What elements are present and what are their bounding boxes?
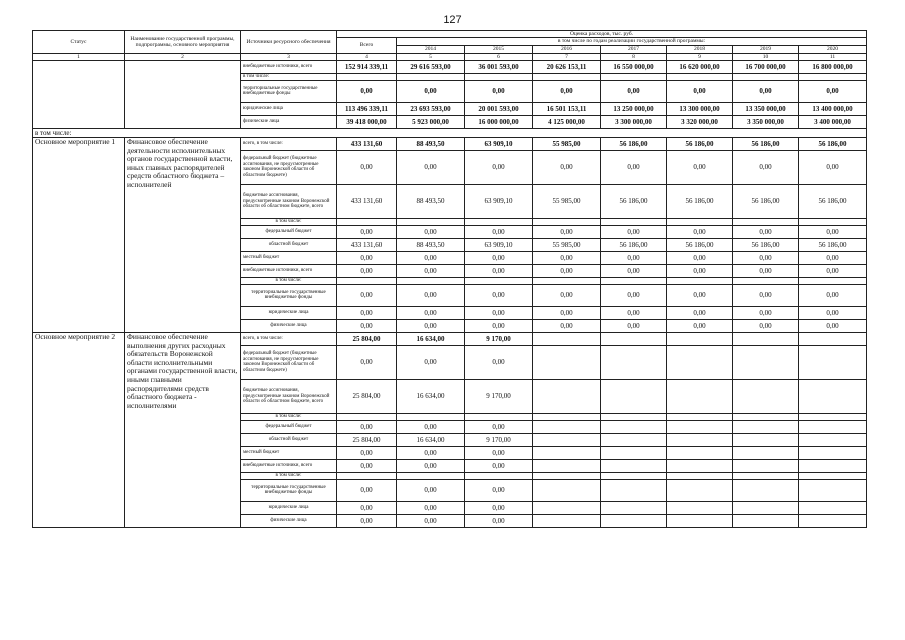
source-cell: в том числе: [241, 277, 337, 284]
year-value-cell [465, 472, 533, 479]
page-number: 127 [443, 14, 462, 26]
source-cell: всего, в том числе: [241, 332, 337, 345]
year-value-cell: 56 186,00 [601, 184, 667, 218]
year-value-cell [601, 479, 667, 501]
year-value-cell: 0,00 [533, 150, 601, 184]
year-value-cell: 0,00 [733, 264, 799, 277]
year-value-cell: 0,00 [667, 284, 733, 306]
year-value-cell [799, 413, 867, 420]
total-cell: 0,00 [337, 80, 397, 102]
year-value-cell [533, 514, 601, 527]
source-cell: в том числе: [241, 413, 337, 420]
header-year: 2016 [533, 45, 601, 53]
year-value-cell [601, 446, 667, 459]
header-status: Статус [33, 31, 125, 54]
table-row [33, 332, 867, 345]
source-cell: в том числе: [241, 472, 337, 479]
year-value-cell [465, 277, 533, 284]
year-value-cell [733, 446, 799, 459]
year-value-cell [799, 446, 867, 459]
year-value-cell: 13 250 000,00 [601, 102, 667, 115]
source-cell: физические лица [241, 319, 337, 332]
year-value-cell: 0,00 [397, 80, 465, 102]
year-value-cell [733, 479, 799, 501]
year-value-cell [397, 413, 465, 420]
year-value-cell: 16 501 153,11 [533, 102, 601, 115]
total-cell: 0,00 [337, 251, 397, 264]
year-value-cell: 0,00 [533, 284, 601, 306]
year-value-cell: 0,00 [465, 446, 533, 459]
year-value-cell: 0,00 [397, 251, 465, 264]
year-value-cell: 0,00 [465, 319, 533, 332]
header-total: Всего [337, 38, 397, 53]
year-value-cell: 0,00 [465, 345, 533, 379]
year-value-cell [533, 218, 601, 225]
year-value-cell [733, 332, 799, 345]
year-value-cell: 0,00 [465, 514, 533, 527]
table-row [33, 137, 867, 150]
year-value-cell: 0,00 [601, 225, 667, 238]
year-value-cell [733, 413, 799, 420]
year-value-cell: 0,00 [733, 251, 799, 264]
year-value-cell: 0,00 [397, 306, 465, 319]
year-value-cell [533, 277, 601, 284]
source-cell: физические лица [241, 514, 337, 527]
year-value-cell: 0,00 [799, 284, 867, 306]
year-value-cell [799, 501, 867, 514]
year-value-cell: 56 186,00 [601, 238, 667, 251]
source-cell: федеральный бюджет (бюджетные ассигнования, не предусмотренные законом Воронежской области об областном бюджете) [241, 150, 337, 184]
total-cell: 0,00 [337, 345, 397, 379]
year-value-cell: 0,00 [601, 284, 667, 306]
total-cell: 0,00 [337, 225, 397, 238]
year-value-cell: 0,00 [601, 264, 667, 277]
source-cell: в том числе: [241, 218, 337, 225]
year-value-cell [601, 514, 667, 527]
year-value-cell: 56 186,00 [667, 137, 733, 150]
source-cell: федеральный бюджет [241, 420, 337, 433]
year-value-cell [799, 420, 867, 433]
year-value-cell: 3 320 000,00 [667, 115, 733, 128]
year-value-cell: 55 985,00 [533, 238, 601, 251]
year-value-cell: 88 493,50 [397, 184, 465, 218]
year-value-cell [667, 379, 733, 413]
col-number: 8 [601, 53, 667, 60]
year-value-cell [667, 472, 733, 479]
source-cell: физические лица [241, 115, 337, 128]
year-value-cell [397, 218, 465, 225]
year-value-cell: 0,00 [667, 264, 733, 277]
year-value-cell: 16 800 000,00 [799, 60, 867, 73]
header-program-name: Наименование государственной программы, подпрограммы, основного мероприятия [125, 31, 241, 54]
source-cell: областной бюджет [241, 433, 337, 446]
total-cell: 0,00 [337, 446, 397, 459]
year-value-cell: 0,00 [733, 225, 799, 238]
year-value-cell: 4 125 000,00 [533, 115, 601, 128]
year-value-cell [667, 277, 733, 284]
year-value-cell: 0,00 [533, 251, 601, 264]
year-value-cell: 56 186,00 [799, 184, 867, 218]
year-value-cell: 0,00 [465, 150, 533, 184]
year-value-cell: 63 909,10 [465, 137, 533, 150]
year-value-cell: 0,00 [601, 251, 667, 264]
year-value-cell [733, 472, 799, 479]
year-value-cell: 0,00 [533, 225, 601, 238]
status-cell [33, 60, 125, 128]
total-cell [337, 413, 397, 420]
year-value-cell [733, 379, 799, 413]
source-cell: юридические лица [241, 306, 337, 319]
year-value-cell: 9 170,00 [465, 379, 533, 413]
year-value-cell [533, 472, 601, 479]
year-value-cell: 0,00 [799, 264, 867, 277]
year-value-cell: 36 001 593,00 [465, 60, 533, 73]
source-cell: внебюджетные источники, всего [241, 459, 337, 472]
total-cell: 433 131,60 [337, 184, 397, 218]
year-value-cell [799, 277, 867, 284]
year-value-cell [601, 420, 667, 433]
year-value-cell: 16 634,00 [397, 433, 465, 446]
year-value-cell: 0,00 [533, 264, 601, 277]
year-value-cell: 0,00 [601, 150, 667, 184]
year-value-cell [667, 332, 733, 345]
year-value-cell: 3 350 000,00 [733, 115, 799, 128]
source-cell: областной бюджет [241, 238, 337, 251]
year-value-cell: 88 493,50 [397, 238, 465, 251]
year-value-cell: 0,00 [465, 420, 533, 433]
year-value-cell [601, 218, 667, 225]
year-value-cell [667, 413, 733, 420]
year-value-cell [533, 459, 601, 472]
header-estimate: Оценка расходов, тыс. руб. [337, 31, 867, 38]
total-cell [337, 73, 397, 80]
year-value-cell: 0,00 [465, 225, 533, 238]
year-value-cell [799, 514, 867, 527]
year-value-cell [667, 73, 733, 80]
in-that-number-label: в том числе: [33, 128, 867, 137]
source-cell: территориальные государственные внебюджетные фонды [241, 80, 337, 102]
year-value-cell: 0,00 [799, 80, 867, 102]
col-number: 7 [533, 53, 601, 60]
total-cell: 0,00 [337, 459, 397, 472]
source-cell: местный бюджет [241, 251, 337, 264]
year-value-cell: 0,00 [667, 306, 733, 319]
source-cell: федеральный бюджет (бюджетные ассигнования, не предусмотренные законом Воронежской области об областном бюджете) [241, 345, 337, 379]
source-cell: федеральный бюджет [241, 225, 337, 238]
year-value-cell [465, 73, 533, 80]
year-value-cell [601, 472, 667, 479]
year-value-cell [667, 514, 733, 527]
year-value-cell: 9 170,00 [465, 433, 533, 446]
source-cell: местный бюджет [241, 446, 337, 459]
year-value-cell: 16 550 000,00 [601, 60, 667, 73]
year-value-cell: 0,00 [533, 80, 601, 102]
col-number: 9 [667, 53, 733, 60]
total-cell: 39 418 000,00 [337, 115, 397, 128]
total-cell: 25 804,00 [337, 379, 397, 413]
year-value-cell: 55 985,00 [533, 184, 601, 218]
year-value-cell: 0,00 [799, 319, 867, 332]
year-value-cell: 16 634,00 [397, 332, 465, 345]
header-year: 2014 [397, 45, 465, 53]
year-value-cell: 0,00 [465, 459, 533, 472]
year-value-cell [533, 501, 601, 514]
year-value-cell [667, 459, 733, 472]
col-number: 6 [465, 53, 533, 60]
year-value-cell: 0,00 [465, 306, 533, 319]
year-value-cell: 0,00 [733, 284, 799, 306]
source-cell: бюджетные ассигнования, предусмотренные законом Воронежской области об областном бюджете, всего [241, 184, 337, 218]
year-value-cell: 0,00 [799, 225, 867, 238]
year-value-cell: 0,00 [397, 420, 465, 433]
col-number: 10 [733, 53, 799, 60]
year-value-cell [601, 73, 667, 80]
year-value-cell: 0,00 [733, 306, 799, 319]
col-number: 4 [337, 53, 397, 60]
year-value-cell [533, 73, 601, 80]
year-value-cell: 56 186,00 [601, 137, 667, 150]
year-value-cell: 0,00 [397, 479, 465, 501]
year-value-cell: 0,00 [533, 306, 601, 319]
total-cell: 0,00 [337, 150, 397, 184]
year-value-cell [397, 73, 465, 80]
year-value-cell: 0,00 [397, 225, 465, 238]
year-value-cell: 0,00 [733, 150, 799, 184]
year-value-cell: 0,00 [397, 319, 465, 332]
year-value-cell [533, 446, 601, 459]
year-value-cell: 0,00 [397, 345, 465, 379]
program-name-cell [125, 60, 241, 128]
year-value-cell: 0,00 [601, 80, 667, 102]
year-value-cell: 0,00 [799, 306, 867, 319]
activity-name: Финансовое обеспечение деятельности исполнительных органов государственной власти, иных главных распорядителей средств областного бюджета – исполнителей [125, 137, 241, 332]
year-value-cell: 0,00 [397, 446, 465, 459]
year-value-cell [799, 459, 867, 472]
year-value-cell: 20 626 153,11 [533, 60, 601, 73]
year-value-cell [733, 218, 799, 225]
year-value-cell: 56 186,00 [799, 137, 867, 150]
col-number: 5 [397, 53, 465, 60]
year-value-cell [465, 413, 533, 420]
year-value-cell: 63 909,10 [465, 238, 533, 251]
source-cell: юридические лица [241, 102, 337, 115]
total-cell: 152 914 339,11 [337, 60, 397, 73]
header-year: 2019 [733, 45, 799, 53]
year-value-cell [533, 332, 601, 345]
year-value-cell [533, 479, 601, 501]
total-cell: 0,00 [337, 284, 397, 306]
total-cell: 25 804,00 [337, 433, 397, 446]
year-value-cell: 20 001 593,00 [465, 102, 533, 115]
total-cell: 0,00 [337, 420, 397, 433]
year-value-cell: 0,00 [397, 514, 465, 527]
source-cell: всего, в том числе: [241, 137, 337, 150]
year-value-cell [667, 446, 733, 459]
year-value-cell: 0,00 [667, 80, 733, 102]
source-cell: территориальные государственные внебюджетные фонды [241, 479, 337, 501]
total-cell: 0,00 [337, 319, 397, 332]
source-cell: внебюджетные источники, всего [241, 60, 337, 73]
source-cell: юридические лица [241, 501, 337, 514]
year-value-cell: 0,00 [533, 319, 601, 332]
year-value-cell: 13 350 000,00 [733, 102, 799, 115]
total-cell: 0,00 [337, 479, 397, 501]
year-value-cell [601, 332, 667, 345]
year-value-cell [733, 345, 799, 379]
year-value-cell [733, 459, 799, 472]
year-value-cell [667, 501, 733, 514]
col-number: 11 [799, 53, 867, 60]
table-row [33, 60, 867, 73]
year-value-cell: 56 186,00 [733, 184, 799, 218]
year-value-cell: 0,00 [397, 284, 465, 306]
year-value-cell [533, 379, 601, 413]
year-value-cell: 55 985,00 [533, 137, 601, 150]
year-value-cell [667, 433, 733, 446]
year-value-cell: 0,00 [397, 501, 465, 514]
year-value-cell: 0,00 [465, 80, 533, 102]
year-value-cell: 56 186,00 [733, 137, 799, 150]
year-value-cell: 0,00 [465, 284, 533, 306]
year-value-cell: 63 909,10 [465, 184, 533, 218]
year-value-cell [799, 472, 867, 479]
year-value-cell [397, 277, 465, 284]
table-row [33, 128, 867, 137]
total-cell: 113 496 339,11 [337, 102, 397, 115]
year-value-cell [799, 218, 867, 225]
activity-name: Финансовое обеспечение выполнения других расходных обязательств Воронежской области исполнительными органами государственной власти, иными главными распорядителями средств областного бюджета - исполнителями [125, 332, 241, 527]
year-value-cell [465, 218, 533, 225]
year-value-cell: 0,00 [799, 251, 867, 264]
year-value-cell [733, 73, 799, 80]
year-value-cell [601, 413, 667, 420]
source-cell: территориальные государственные внебюджетные фонды [241, 284, 337, 306]
year-value-cell [733, 514, 799, 527]
year-value-cell: 56 186,00 [667, 238, 733, 251]
year-value-cell: 0,00 [601, 319, 667, 332]
source-cell: внебюджетные источники, всего [241, 264, 337, 277]
year-value-cell: 0,00 [465, 501, 533, 514]
year-value-cell: 0,00 [667, 150, 733, 184]
budget-table [32, 30, 867, 528]
col-number: 2 [125, 53, 241, 60]
total-cell: 0,00 [337, 264, 397, 277]
year-value-cell: 5 923 000,00 [397, 115, 465, 128]
year-value-cell [397, 472, 465, 479]
year-value-cell: 9 170,00 [465, 332, 533, 345]
year-value-cell: 0,00 [667, 225, 733, 238]
year-value-cell: 0,00 [397, 264, 465, 277]
year-value-cell: 0,00 [733, 80, 799, 102]
year-value-cell: 0,00 [733, 319, 799, 332]
header-year: 2020 [799, 45, 867, 53]
year-value-cell: 3 300 000,00 [601, 115, 667, 128]
year-value-cell: 0,00 [397, 150, 465, 184]
year-value-cell [533, 433, 601, 446]
total-cell: 0,00 [337, 501, 397, 514]
total-cell [337, 218, 397, 225]
year-value-cell: 56 186,00 [733, 238, 799, 251]
year-value-cell: 29 616 593,00 [397, 60, 465, 73]
total-cell: 0,00 [337, 306, 397, 319]
year-value-cell: 0,00 [397, 459, 465, 472]
year-value-cell: 13 300 000,00 [667, 102, 733, 115]
year-value-cell [533, 413, 601, 420]
year-value-cell: 0,00 [601, 306, 667, 319]
col-number: 1 [33, 53, 125, 60]
year-value-cell [667, 218, 733, 225]
year-value-cell [799, 73, 867, 80]
header-year: 2017 [601, 45, 667, 53]
year-value-cell [601, 277, 667, 284]
year-value-cell [799, 345, 867, 379]
source-cell: в том числе: [241, 73, 337, 80]
year-value-cell: 16 700 000,00 [733, 60, 799, 73]
total-cell [337, 472, 397, 479]
year-value-cell: 0,00 [667, 251, 733, 264]
activity-status: Основное мероприятие 1 [33, 137, 125, 332]
year-value-cell [601, 345, 667, 379]
year-value-cell: 23 693 593,00 [397, 102, 465, 115]
year-value-cell: 16 634,00 [397, 379, 465, 413]
header-by-years: в том числе по годам реализации государственной программы: [397, 38, 867, 45]
source-cell: бюджетные ассигнования, предусмотренные законом Воронежской области об областном бюджете, всего [241, 379, 337, 413]
year-value-cell: 0,00 [465, 264, 533, 277]
year-value-cell: 56 186,00 [799, 238, 867, 251]
year-value-cell: 88 493,50 [397, 137, 465, 150]
year-value-cell [799, 332, 867, 345]
year-value-cell [733, 501, 799, 514]
header-sources: Источники ресурсного обеспечения [241, 31, 337, 54]
activity-status: Основное мероприятие 2 [33, 332, 125, 527]
year-value-cell: 0,00 [667, 319, 733, 332]
year-value-cell: 3 400 000,00 [799, 115, 867, 128]
year-value-cell: 56 186,00 [667, 184, 733, 218]
total-cell [337, 277, 397, 284]
year-value-cell: 16 000 000,00 [465, 115, 533, 128]
header-year: 2015 [465, 45, 533, 53]
year-value-cell [799, 479, 867, 501]
year-value-cell [667, 479, 733, 501]
year-value-cell: 16 620 000,00 [667, 60, 733, 73]
year-value-cell: 0,00 [465, 479, 533, 501]
header-year: 2018 [667, 45, 733, 53]
year-value-cell [601, 433, 667, 446]
year-value-cell [601, 459, 667, 472]
year-value-cell [733, 277, 799, 284]
total-cell: 0,00 [337, 514, 397, 527]
year-value-cell [733, 420, 799, 433]
year-value-cell [601, 501, 667, 514]
year-value-cell [799, 433, 867, 446]
year-value-cell: 0,00 [465, 251, 533, 264]
year-value-cell [667, 420, 733, 433]
year-value-cell: 0,00 [799, 150, 867, 184]
year-value-cell: 13 400 000,00 [799, 102, 867, 115]
total-cell: 25 804,00 [337, 332, 397, 345]
year-value-cell [667, 345, 733, 379]
year-value-cell [601, 379, 667, 413]
year-value-cell [799, 379, 867, 413]
year-value-cell [533, 345, 601, 379]
col-number: 3 [241, 53, 337, 60]
year-value-cell [533, 420, 601, 433]
total-cell: 433 131,60 [337, 137, 397, 150]
total-cell: 433 131,60 [337, 238, 397, 251]
year-value-cell [733, 433, 799, 446]
